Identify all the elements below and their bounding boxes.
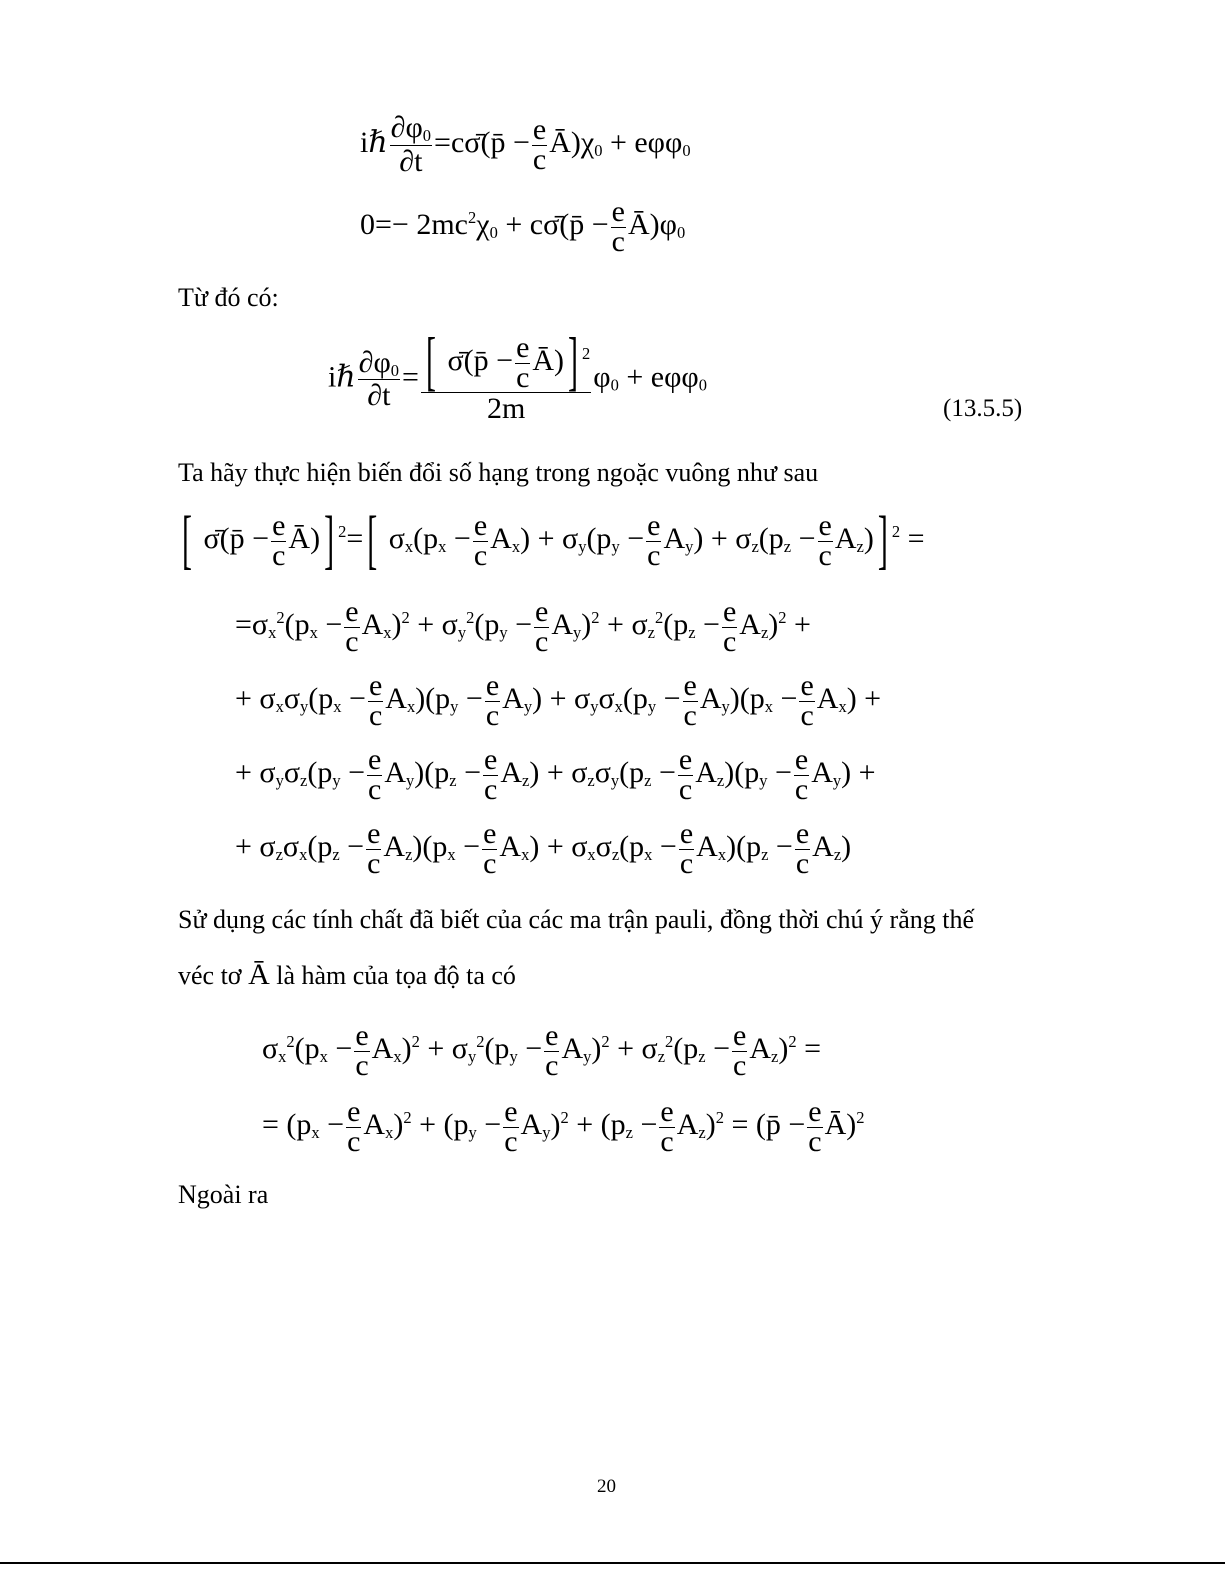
page-bottom-rule bbox=[0, 1562, 1225, 1564]
equation-3-line-5: + $\sigma_z\sigma_x(p_z$ − $\frac{e}{c}$ $A_z)(p_x$ − $\frac{e}{c}$ $A_x) + \sigma_x\sigma_z(p_x$ − $\frac{e}{c}$ $A_x)(p_z$ − $\frac{e}{c}$ $A_z$) bbox=[235, 817, 852, 880]
paragraph-vector bbox=[178, 960, 516, 990]
equation-2: iℏ $\frac{\partial\varphi_0}{\partial t}$ = [ σ̄(p̄ − $\frac{e}{c}$ Ā) ] $^2$ 2m $\varphi_0 + e\varphi\varphi_0$ bbox=[328, 325, 707, 425]
page-number: 20 bbox=[597, 1476, 616, 1497]
paragraph-transform: Ta hãy thực hiện biến đổi số hạng trong ngoặc vuông như sau bbox=[178, 458, 819, 487]
paragraph-pauli: Sử dụng các tính chất đã biết của các ma trận pauli, đồng thời chú ý rằng thế bbox=[178, 905, 975, 934]
equation-3-line-3: + $\sigma_x\sigma_y(p_x$ − $\frac{e}{c}$ $A_x)(p_y$ − $\frac{e}{c}$ $A_y) + \sigma_y\sigma_x(p_y$ − $\frac{e}{c}$ $A_y)(p_x$ − $\frac{e}{c}$ $A_x$) + bbox=[235, 669, 882, 732]
paragraph-vector-before: véc tơ bbox=[178, 961, 242, 990]
equation-4-line-1: $\sigma_x^2(p_x$ − $\frac{e}{c}$ $A_x)^2 + \sigma_y^2(p_y$ − $\frac{e}{c}$ $A_y)^2 + \sigma_z^2(p_z$ − $\frac{e}{c}$ $A_z)^2$ = bbox=[262, 1019, 822, 1082]
equation-4-line-2: = ($p_x$ − $\frac{e}{c}$ $A_x)^2 + (p_y$ − $\frac{e}{c}$ $A_y)^2 + (p_z$ − $\frac{e}{c}$ $A_z)^2$ = (p̄ − $\frac{e}{c}$ Ā)$^2$ bbox=[262, 1095, 865, 1158]
paragraph-furthermore: Ngoài ra bbox=[178, 1180, 269, 1209]
equation-3-line-2: $=\sigma_x^2(p_x$ − $\frac{e}{c}$ $A_x)^2 + \sigma_y^2(p_y$ − $\frac{e}{c}$ $A_y)^2 + \sigma_z^2(p_z$ − $\frac{e}{c}$ $A_z)^2$ + bbox=[235, 595, 811, 658]
equation-3-line-4: + $\sigma_y\sigma_z(p_y$ − $\frac{e}{c}$ $A_y)(p_z$ − $\frac{e}{c}$ $A_z) + \sigma_z\sigma_y(p_z$ − $\frac{e}{c}$ $A_z)(p_y$ − $\frac{e}{c}$ $A_y$) + bbox=[235, 743, 876, 806]
equation-1-line-1: iℏ $\frac{\partial\varphi_0}{\partial t}$ =cσ̄(p̄ − $\frac{e}{c}$ $Ā)\chi_0 + e\varphi\varphi_0$ bbox=[360, 111, 691, 178]
paragraph-from-that: Từ đó có: bbox=[178, 283, 279, 312]
equation-3-line-1: [ σ̄(p̄ − $\frac{e}{c}$ Ā) ] $^2$= [ $\sigma_x(p_x$ − $\frac{e}{c}$ $A_x) + \sigma_y(p_y$ − $\frac{e}{c}$ $A_y) + \sigma_z(p_z$ − $\frac{e}{c}$ $A_z$) ] $^2$ = bbox=[182, 503, 925, 577]
equation-1-line-2: $0=- 2mc^2\chi_0$ + cσ̄(p̄ − $\frac{e}{c}$ $Ā)\varphi_0$ bbox=[360, 195, 686, 258]
paragraph-vector-after: là hàm của tọa độ ta có bbox=[276, 961, 516, 990]
vector-a-symbol: Ā bbox=[248, 958, 270, 991]
equation-number: (13.5.5) bbox=[943, 395, 1023, 422]
